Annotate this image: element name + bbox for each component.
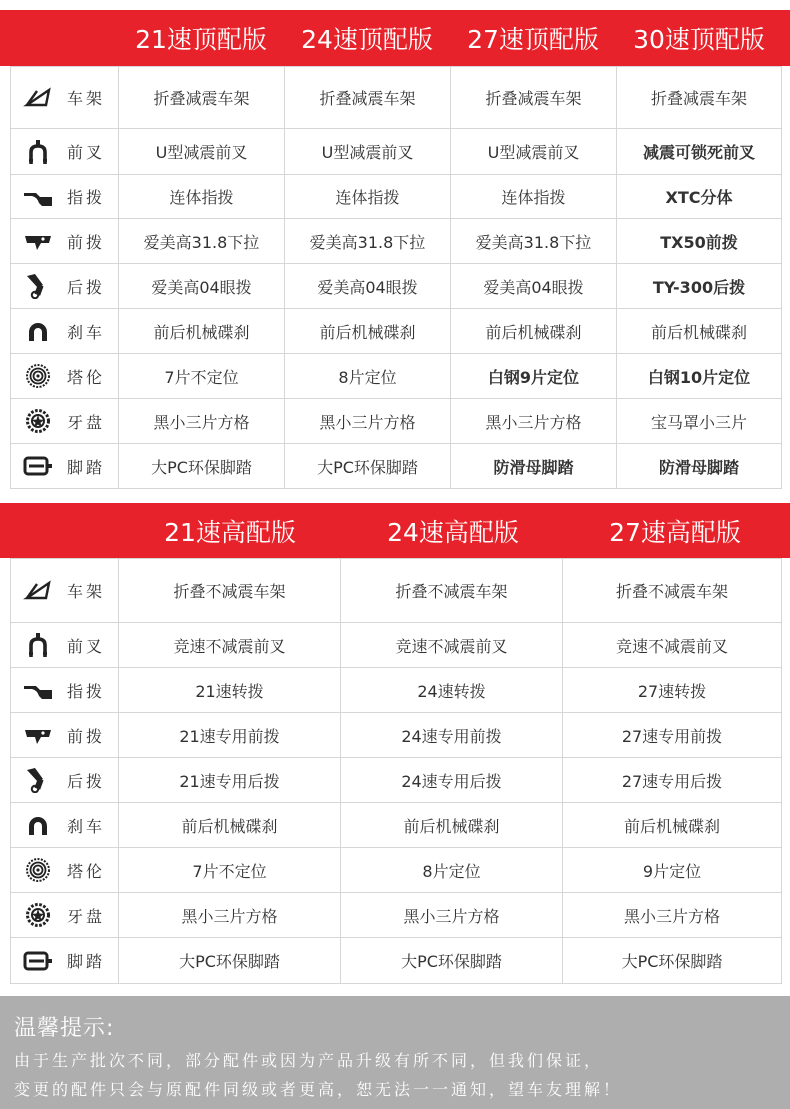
spec-cell: 7片不定位 (119, 848, 341, 893)
row-label: 塔伦 (67, 861, 106, 881)
spec-cell: 前后机械碟刹 (119, 803, 341, 848)
spec-row (11, 848, 782, 893)
spec-cell: 折叠不减震车架 (119, 559, 341, 623)
top-header-bar (0, 10, 790, 66)
rear-derailleur-icon (23, 767, 53, 793)
row-label-cell (11, 444, 119, 489)
notice-line: 由于生产批次不同，部分配件或因为产品升级有所不同，但我们保证， (14, 1051, 604, 1070)
spec-cell: 宝马罩小三片 (617, 399, 782, 444)
brake-icon (23, 812, 53, 838)
spec-cell: TX50前拨 (617, 219, 782, 264)
spec-cell: 27速转拨 (563, 668, 782, 713)
spec-cell: 防滑母脚踏 (451, 444, 617, 489)
row-label: 车架 (67, 89, 106, 108)
spec-cell: 折叠减震车架 (617, 67, 782, 129)
bottom-header-cell: 27速高配版 (609, 517, 741, 547)
spec-row (11, 175, 782, 219)
row-label: 后拨 (67, 277, 106, 297)
spec-cell: 大PC环保脚踏 (563, 938, 782, 984)
row-label-cell (11, 893, 119, 938)
spec-cell: 黑小三片方格 (285, 399, 451, 444)
row-label-cell (11, 219, 119, 264)
spec-row (11, 67, 782, 129)
row-label: 脚踏 (67, 457, 106, 477)
spec-row (11, 938, 782, 984)
rear-derailleur-icon (23, 273, 53, 299)
spec-cell: U型减震前叉 (119, 129, 285, 175)
row-label: 刹车 (67, 322, 106, 342)
chainring-icon (23, 408, 53, 434)
shifter-icon (23, 677, 53, 703)
row-label-cell (11, 129, 119, 175)
spec-cell: 白钢9片定位 (451, 354, 617, 399)
spec-cell: XTC分体 (617, 175, 782, 219)
brake-icon (23, 318, 53, 344)
bottom-spec-table (10, 558, 782, 984)
spec-cell: 前后机械碟刹 (451, 309, 617, 354)
front-derailleur-icon (23, 228, 53, 254)
spec-cell: 21速专用后拨 (119, 758, 341, 803)
spec-cell: U型减震前叉 (451, 129, 617, 175)
spec-row (11, 623, 782, 668)
spec-cell: 黑小三片方格 (563, 893, 782, 938)
row-label: 牙盘 (67, 906, 106, 926)
spec-cell: 8片定位 (341, 848, 563, 893)
cassette-icon (23, 363, 53, 389)
spec-row (11, 668, 782, 713)
row-label: 指拨 (67, 681, 106, 701)
spec-cell: 减震可锁死前叉 (617, 129, 782, 175)
spec-cell: 大PC环保脚踏 (119, 938, 341, 984)
row-label-cell (11, 713, 119, 758)
spec-cell: 大PC环保脚踏 (285, 444, 451, 489)
spec-cell: 7片不定位 (119, 354, 285, 399)
pedal-icon (23, 453, 53, 479)
row-label: 脚踏 (67, 952, 106, 971)
notice-line: 变更的配件只会与原配件同级或者更高，恕无法一一通知，望车友理解！ (14, 1080, 623, 1099)
spec-row (11, 219, 782, 264)
spec-cell: 前后机械碟刹 (119, 309, 285, 354)
spec-cell: 折叠不减震车架 (341, 559, 563, 623)
spec-row (11, 129, 782, 175)
row-label: 前叉 (67, 143, 106, 162)
spec-row (11, 399, 782, 444)
spec-cell: 竞速不减震前叉 (341, 623, 563, 668)
bottom-header-bar (0, 503, 790, 558)
spec-row (11, 803, 782, 848)
spec-row (11, 444, 782, 489)
fork-icon (23, 139, 53, 165)
chainring-icon (23, 902, 53, 928)
row-label-cell (11, 848, 119, 893)
row-label-cell (11, 623, 119, 668)
pedal-icon (23, 948, 53, 974)
spec-cell: 27速专用后拨 (563, 758, 782, 803)
row-label: 前拨 (67, 232, 106, 252)
spec-row (11, 309, 782, 354)
row-label-cell (11, 803, 119, 848)
top-spec-table (10, 66, 782, 489)
row-label-cell (11, 354, 119, 399)
row-label: 塔伦 (67, 367, 106, 387)
spec-cell: 24速专用前拨 (341, 713, 563, 758)
frame-icon (23, 578, 53, 604)
spec-cell: 黑小三片方格 (119, 399, 285, 444)
spec-cell: 白钢10片定位 (617, 354, 782, 399)
bottom-header-cell: 24速高配版 (387, 517, 519, 547)
fork-icon (23, 632, 53, 658)
spec-cell: 折叠减震车架 (119, 67, 285, 129)
spec-cell: 连体指拨 (451, 175, 617, 219)
row-label-cell (11, 938, 119, 984)
bottom-header-cell: 21速高配版 (164, 517, 296, 547)
spec-cell: 爱美高31.8下拉 (285, 219, 451, 264)
spec-cell: 爱美高31.8下拉 (119, 219, 285, 264)
spec-cell: 爱美高04眼拨 (119, 264, 285, 309)
spec-row (11, 713, 782, 758)
spec-cell: TY-300后拨 (617, 264, 782, 309)
row-label-cell (11, 264, 119, 309)
spec-cell: 爱美高04眼拨 (451, 264, 617, 309)
row-label: 前拨 (67, 726, 106, 746)
row-label: 指拨 (67, 188, 106, 207)
frame-icon (23, 85, 53, 111)
spec-cell: 大PC环保脚踏 (341, 938, 563, 984)
spec-cell: 黑小三片方格 (119, 893, 341, 938)
spec-row (11, 354, 782, 399)
spec-cell: 竞速不减震前叉 (563, 623, 782, 668)
top-header-cell: 30速顶配版 (633, 25, 765, 54)
row-label: 牙盘 (67, 412, 106, 432)
spec-cell: 防滑母脚踏 (617, 444, 782, 489)
spec-cell: 连体指拨 (285, 175, 451, 219)
front-derailleur-icon (23, 722, 53, 748)
cassette-icon (23, 857, 53, 883)
row-label-cell (11, 399, 119, 444)
shifter-icon (23, 184, 53, 210)
notice-box (0, 996, 790, 1109)
spec-cell: 黑小三片方格 (451, 399, 617, 444)
spec-cell: 连体指拨 (119, 175, 285, 219)
row-label-cell (11, 309, 119, 354)
spec-cell: 竞速不减震前叉 (119, 623, 341, 668)
notice-title: 温馨提示: (14, 1016, 115, 1041)
row-label: 刹车 (67, 816, 106, 836)
spec-cell: 爱美高31.8下拉 (451, 219, 617, 264)
row-label-cell (11, 668, 119, 713)
spec-cell: 27速专用前拨 (563, 713, 782, 758)
spec-cell: U型减震前叉 (285, 129, 451, 175)
spec-cell: 21速转拨 (119, 668, 341, 713)
top-header-cell: 24速顶配版 (301, 25, 433, 54)
spec-cell: 前后机械碟刹 (617, 309, 782, 354)
spec-cell: 24速专用后拨 (341, 758, 563, 803)
row-label-cell (11, 175, 119, 219)
row-label-cell (11, 559, 119, 623)
spec-cell: 前后机械碟刹 (285, 309, 451, 354)
spec-row (11, 758, 782, 803)
spec-cell: 前后机械碟刹 (341, 803, 563, 848)
spec-cell: 黑小三片方格 (341, 893, 563, 938)
row-label: 前叉 (67, 636, 106, 656)
spec-cell: 大PC环保脚踏 (119, 444, 285, 489)
spec-cell: 21速专用前拨 (119, 713, 341, 758)
spec-cell: 9片定位 (563, 848, 782, 893)
spec-row (11, 559, 782, 623)
spec-cell: 折叠减震车架 (451, 67, 617, 129)
spec-cell: 爱美高04眼拨 (285, 264, 451, 309)
top-header-cell: 27速顶配版 (467, 25, 599, 54)
spec-cell: 前后机械碟刹 (563, 803, 782, 848)
spec-cell: 8片定位 (285, 354, 451, 399)
row-label-cell (11, 758, 119, 803)
spec-row (11, 264, 782, 309)
row-label: 后拨 (67, 771, 106, 791)
spec-row (11, 893, 782, 938)
spec-cell: 折叠减震车架 (285, 67, 451, 129)
top-header-cell: 21速顶配版 (135, 25, 267, 54)
row-label-cell (11, 67, 119, 129)
spec-cell: 24速转拨 (341, 668, 563, 713)
row-label: 车架 (67, 582, 106, 601)
spec-cell: 折叠不减震车架 (563, 559, 782, 623)
